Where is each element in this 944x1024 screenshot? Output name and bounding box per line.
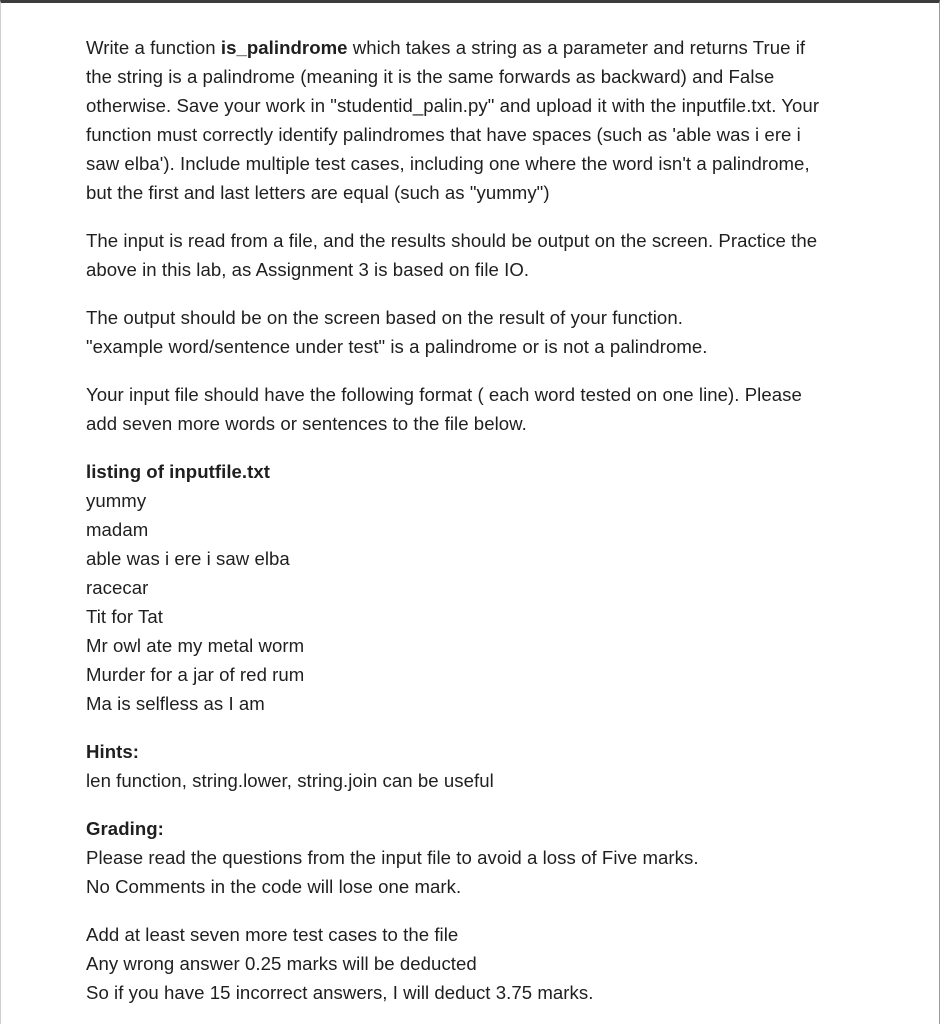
format-line-2: add seven more words or sentences to the file below.	[86, 413, 527, 434]
format-paragraph	[86, 380, 916, 438]
listing-heading: listing of inputfile.txt	[86, 461, 271, 482]
final-line-1: Add at least seven more test cases to the file	[86, 924, 459, 945]
intro-line-5: saw elba'). Include multiple test cases, including one where the word isn't a palindrome,	[86, 153, 810, 174]
grading-heading: Grading:	[86, 818, 164, 839]
function-name: is_palindrome	[220, 37, 348, 58]
grading-section	[86, 814, 916, 901]
hints-section	[86, 737, 916, 795]
intro-line-4: function must correctly identify palindromes that have spaces (such as 'able was i ere i	[86, 124, 801, 145]
intro-line-1-pre: Write a function	[86, 37, 221, 58]
hints-heading: Hints:	[86, 741, 139, 762]
assignment-content	[86, 33, 916, 1024]
inputfile-listing	[86, 457, 916, 718]
input-line-1: The input is read from a file, and the results should be output on the screen. Practice the	[86, 230, 818, 251]
intro-paragraph	[86, 33, 916, 207]
final-line-2: Any wrong answer 0.25 marks will be deducted	[86, 953, 477, 974]
input-paragraph	[86, 226, 916, 284]
output-line-2: "example word/sentence under test" is a palindrome or is not a palindrome.	[86, 336, 708, 357]
listing-item: madam	[86, 519, 149, 540]
listing-item: Ma is selfless as I am	[86, 693, 265, 714]
intro-line-3: otherwise. Save your work in "studentid_palin.py" and upload it with the inputfile.txt. Your	[86, 95, 820, 116]
intro-line-1-post: which takes a string as a parameter and returns True if	[347, 37, 806, 58]
listing-item: able was i ere i saw elba	[86, 548, 290, 569]
hints-text: len function, string.lower, string.join can be useful	[86, 770, 494, 791]
listing-item: racecar	[86, 577, 149, 598]
final-line-3: So if you have 15 incorrect answers, I will deduct 3.75 marks.	[86, 982, 594, 1003]
listing-item: Tit for Tat	[86, 606, 164, 627]
listing-item: Mr owl ate my metal worm	[86, 635, 305, 656]
grading-line-1: Please read the questions from the input file to avoid a loss of Five marks.	[86, 847, 699, 868]
intro-line-2: the string is a palindrome (meaning it is the same forwards as backward) and False	[86, 66, 775, 87]
output-line-1: The output should be on the screen based on the result of your function.	[86, 307, 683, 328]
format-line-1: Your input file should have the following format ( each word tested on one line). Please	[86, 384, 802, 405]
listing-item: Murder for a jar of red rum	[86, 664, 305, 685]
final-notes-section	[86, 920, 916, 1007]
intro-line-6: but the first and last letters are equal (such as "yummy")	[86, 182, 550, 203]
input-line-2: above in this lab, as Assignment 3 is based on file IO.	[86, 259, 530, 280]
grading-line-2: No Comments in the code will lose one mark.	[86, 876, 462, 897]
intro-line-1	[86, 33, 916, 62]
listing-item: yummy	[86, 490, 147, 511]
output-paragraph	[86, 303, 916, 361]
